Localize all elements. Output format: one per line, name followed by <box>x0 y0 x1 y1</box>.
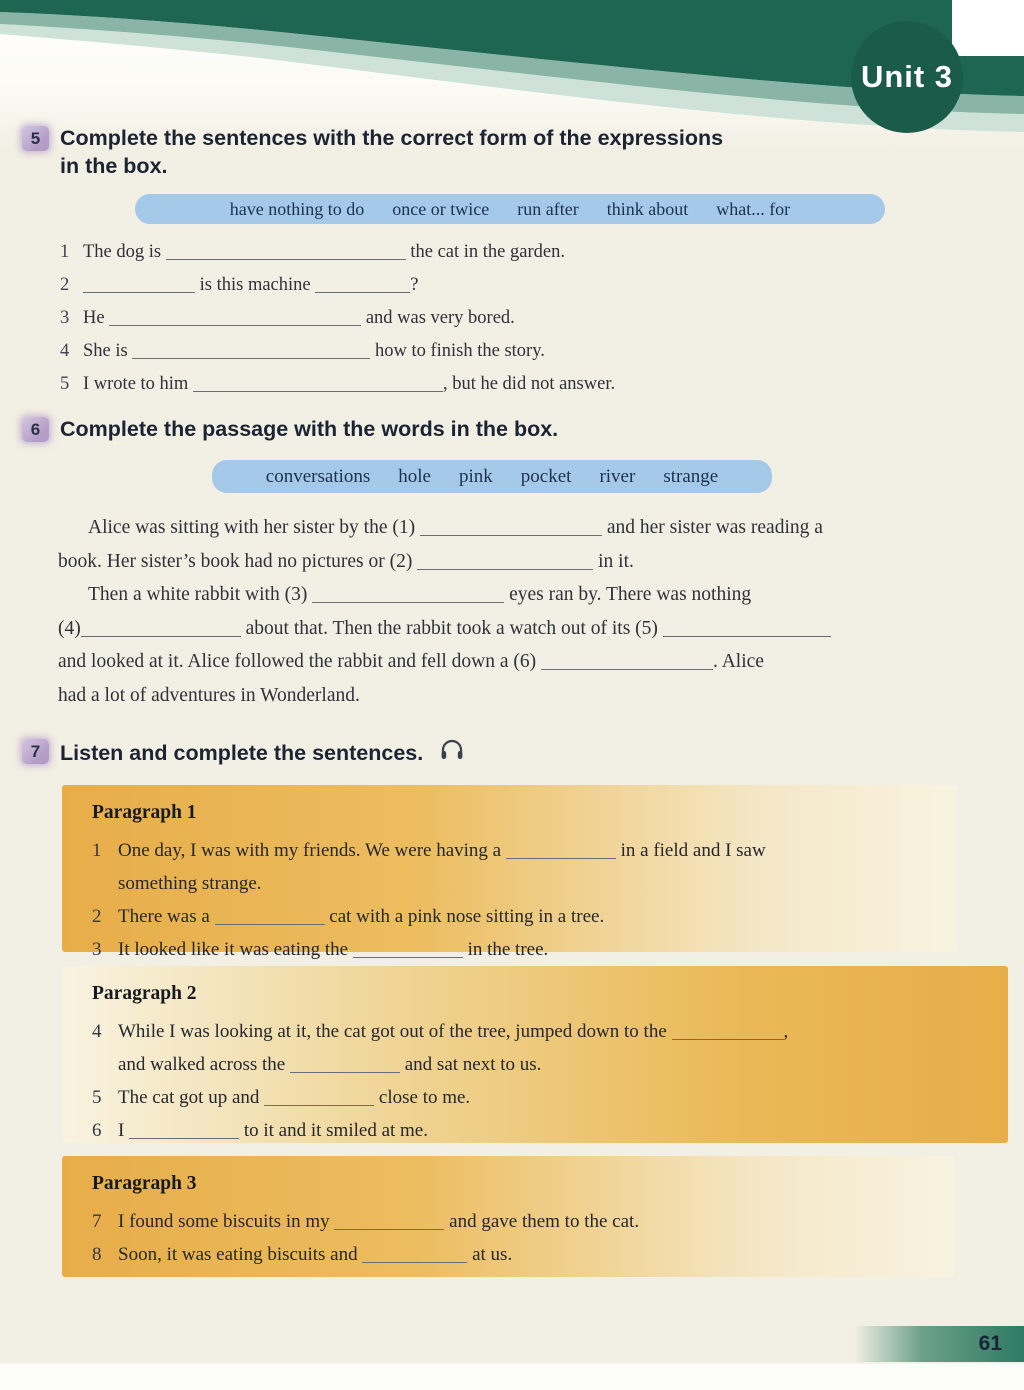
text-run: to it and it smiled at me. <box>239 1120 428 1141</box>
word-box-item: hole <box>398 465 431 487</box>
paragraph-box <box>62 785 957 960</box>
page-number-band <box>854 1326 1024 1362</box>
paragraph-item <box>92 900 957 933</box>
word-box-item: what... for <box>716 198 791 219</box>
fill-in-blank <box>362 1260 467 1263</box>
exercise6-heading <box>22 415 782 443</box>
text-run: and gave them to the cat. <box>444 1211 640 1232</box>
item-line <box>118 900 957 933</box>
item-number: 1 <box>92 840 102 861</box>
sentence-number: 5 <box>60 374 70 394</box>
text-run: the cat in the garden. <box>405 242 565 262</box>
text-run: There was a <box>118 906 215 927</box>
text-run: in it. <box>593 550 634 572</box>
page-number: 61 <box>978 1332 1002 1355</box>
text-run: book. Her sister’s book had no pictures or (2) <box>58 550 418 572</box>
fill-in-blank <box>264 1103 374 1106</box>
fill-in-blank <box>315 290 410 293</box>
paragraph-item <box>92 1081 1008 1114</box>
text-run: and was very bored. <box>361 308 515 328</box>
fill-in-blank <box>215 922 325 925</box>
exercise5-word-box <box>135 194 885 224</box>
paragraph-item <box>92 1205 955 1238</box>
paragraph-box <box>62 1156 955 1277</box>
item-number: 6 <box>92 1120 102 1141</box>
fill-in-blank <box>312 600 504 603</box>
text-run: is this machine <box>195 275 316 295</box>
item-lines <box>118 933 957 966</box>
text-run: She is <box>83 341 133 361</box>
exercise7-heading <box>22 737 642 768</box>
exercise6-passage <box>58 511 972 712</box>
paragraph-item <box>92 1114 1008 1147</box>
fill-in-blank <box>290 1070 400 1073</box>
exercise5-sentence-list <box>60 236 990 401</box>
sentence-body <box>83 368 990 401</box>
text-run: in a field and I saw <box>615 840 766 861</box>
text-run: (4) <box>58 617 81 639</box>
fill-in-blank <box>109 323 361 326</box>
item-number: 8 <box>92 1244 102 1265</box>
item-lines <box>118 900 957 933</box>
fill-in-blank <box>353 955 463 958</box>
fill-in-blank <box>81 634 241 637</box>
text-run: in the tree. <box>462 939 549 960</box>
text-run: something strange. <box>118 873 262 894</box>
text-run: Soon, it was eating biscuits and <box>118 1244 363 1265</box>
paragraph-box <box>62 966 1008 1143</box>
passage-line <box>58 578 972 612</box>
word-box-item: run after <box>517 198 579 219</box>
sentence-body <box>83 236 990 269</box>
text-run: I wrote to him <box>83 374 193 394</box>
item-line <box>118 933 957 966</box>
exercise7-number-badge: 7 <box>22 739 49 764</box>
word-box-item: pink <box>459 465 493 487</box>
text-run: and walked across the <box>118 1054 290 1075</box>
text-run: ? <box>410 275 419 295</box>
item-line <box>118 867 957 900</box>
word-box-item: think about <box>606 198 689 219</box>
fill-in-blank <box>193 389 443 392</box>
fill-in-blank <box>541 667 713 670</box>
paragraph-item <box>92 1238 955 1271</box>
exercise5-title-line2: in the box. <box>60 154 168 178</box>
item-lines <box>118 1081 1008 1114</box>
exercise7-title: Listen and complete the sentences. <box>60 740 424 765</box>
text-run: about that. Then the rabbit took a watch out of its (5) <box>240 617 663 639</box>
paragraph-item <box>92 834 957 900</box>
item-lines <box>118 834 957 900</box>
text-run: cat with a pink nose sitting in a tree. <box>324 906 605 927</box>
item-line <box>118 1048 1008 1081</box>
text-run: I <box>118 1120 130 1141</box>
item-number: 5 <box>92 1087 102 1108</box>
exercise5-title <box>60 124 723 180</box>
item-number: 2 <box>92 906 102 927</box>
item-lines <box>118 1114 1008 1147</box>
text-run: It looked like it was eating the <box>118 939 353 960</box>
item-line <box>118 1114 1008 1147</box>
exercise7-title-row <box>60 737 465 768</box>
fill-in-blank <box>166 257 406 260</box>
paragraph-item <box>92 1015 1008 1081</box>
item-lines <box>118 1205 955 1238</box>
text-run: , but he did not answer. <box>442 374 616 394</box>
sentence-item <box>60 335 990 368</box>
item-line <box>118 1015 1008 1048</box>
passage-line <box>58 645 972 679</box>
sentence-body <box>83 335 990 368</box>
item-lines <box>118 1238 955 1271</box>
fill-in-blank <box>132 356 370 359</box>
sentence-number: 2 <box>60 275 70 295</box>
passage-line <box>58 545 972 579</box>
headphones-icon <box>439 737 465 768</box>
paragraph-title: Paragraph 3 <box>92 1173 197 1194</box>
exercise6-word-box <box>212 460 772 493</box>
text-run: and sat next to us. <box>400 1054 542 1075</box>
item-number: 3 <box>92 939 102 960</box>
sentence-body <box>83 269 990 302</box>
text-run: how to finish the story. <box>370 341 545 361</box>
item-line <box>118 1238 955 1271</box>
sentence-body <box>83 302 990 335</box>
fill-in-blank <box>506 856 616 859</box>
passage-line <box>58 612 972 646</box>
text-run: . Alice <box>713 651 764 672</box>
sentence-item <box>60 236 990 269</box>
text-run: The dog is <box>83 242 166 262</box>
item-line <box>118 1081 1008 1114</box>
text-run: had a lot of adventures in Wonderland. <box>58 684 360 706</box>
fill-in-blank <box>129 1136 239 1139</box>
fill-in-blank <box>83 290 195 293</box>
fill-in-blank <box>334 1227 444 1230</box>
text-run: I found some biscuits in my <box>118 1211 335 1232</box>
text-run: While I was looking at it, the cat got out of the tree, jumped down to the <box>118 1021 672 1042</box>
text-run: Then a white rabbit with (3) <box>88 584 313 605</box>
sentence-item <box>60 302 990 335</box>
fill-in-blank <box>420 533 602 536</box>
page-corner <box>952 0 1024 56</box>
sentence-item <box>60 368 990 401</box>
text-run: eyes ran by. There was nothing <box>504 584 752 605</box>
word-box-item: river <box>599 465 636 487</box>
item-line <box>118 1205 955 1238</box>
text-run: and her sister was reading a <box>601 517 823 538</box>
fill-in-blank <box>417 567 593 570</box>
page-bottom-margin <box>0 1364 1024 1390</box>
item-line <box>118 834 957 867</box>
passage-line <box>58 511 972 545</box>
paragraph-item <box>92 933 957 966</box>
text-run: at us. <box>467 1244 513 1265</box>
exercise5-number-badge: 5 <box>22 126 49 151</box>
sentence-number: 1 <box>60 242 70 262</box>
word-box-item: conversations <box>265 465 371 487</box>
unit-label: Unit 3 <box>860 59 954 94</box>
word-box-item: strange <box>663 465 719 487</box>
passage-line <box>58 679 972 713</box>
paragraph-title: Paragraph 2 <box>92 983 197 1004</box>
sentence-number: 4 <box>60 341 70 361</box>
text-run: One day, I was with my friends. We were having a <box>118 840 506 861</box>
sentence-number: 3 <box>60 308 70 328</box>
text-run: Alice was sitting with her sister by the (1) <box>88 517 420 538</box>
text-run: He <box>83 308 110 328</box>
item-number: 7 <box>92 1211 102 1232</box>
exercise5-title-line1: Complete the sentences with the correct form of the expressions <box>60 126 724 150</box>
exercise6-title: Complete the passage with the words in the box. <box>60 417 559 441</box>
word-box-item: have nothing to do <box>229 198 365 219</box>
text-run: close to me. <box>374 1087 471 1108</box>
text-run: and looked at it. Alice followed the rabbit and fell down a (6) <box>58 651 542 672</box>
text-run: The cat got up and <box>118 1087 265 1108</box>
fill-in-blank <box>672 1037 784 1040</box>
item-lines <box>118 1015 1008 1081</box>
exercise5-heading <box>22 124 882 180</box>
word-box-item: once or twice <box>392 198 490 219</box>
text-run: , <box>783 1021 789 1042</box>
unit-badge <box>851 21 963 133</box>
exercise6-number-badge: 6 <box>22 417 49 442</box>
sentence-item <box>60 269 990 302</box>
item-number: 4 <box>92 1021 102 1042</box>
fill-in-blank <box>663 634 831 637</box>
paragraph-title: Paragraph 1 <box>92 802 197 823</box>
word-box-item: pocket <box>520 465 572 487</box>
